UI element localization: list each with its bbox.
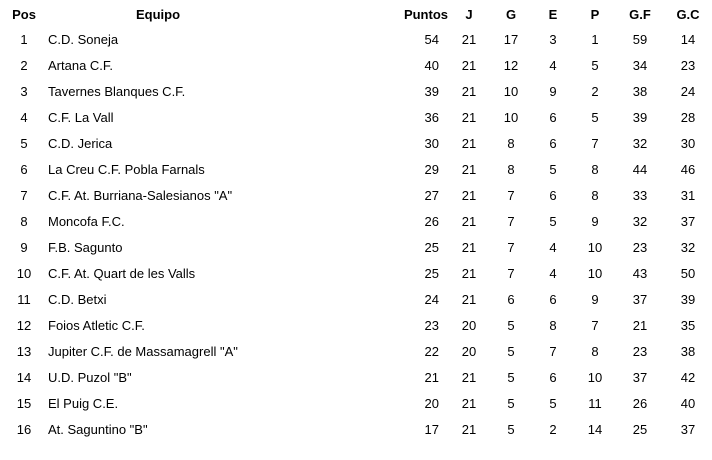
- cell-goals-against: 30: [680, 135, 696, 151]
- header-drawn: E: [548, 6, 558, 22]
- cell-goals-against: 50: [680, 265, 696, 281]
- cell-drawn: 4: [549, 265, 557, 281]
- header-row: [0, 2, 712, 26]
- cell-drawn: 6: [549, 135, 557, 151]
- header-pos: Pos: [12, 6, 36, 22]
- cell-goals-for: 26: [632, 395, 648, 411]
- cell-goals-against: 42: [680, 369, 696, 385]
- cell-lost: 7: [591, 317, 599, 333]
- table-row: [0, 78, 712, 104]
- cell-drawn: 6: [549, 369, 557, 385]
- cell-played: 21: [461, 161, 477, 177]
- cell-played: 21: [461, 187, 477, 203]
- cell-team: La Creu C.F. Pobla Farnals: [48, 161, 205, 177]
- cell-drawn: 6: [549, 187, 557, 203]
- cell-lost: 5: [591, 57, 599, 73]
- table-row: [0, 416, 712, 442]
- cell-team: C.D. Soneja: [48, 31, 119, 47]
- cell-goals-against: 46: [680, 161, 696, 177]
- cell-lost: 10: [587, 369, 603, 385]
- cell-lost: 10: [587, 265, 603, 281]
- cell-team: At. Saguntino "B": [48, 421, 148, 437]
- cell-goals-for: 37: [632, 291, 648, 307]
- cell-won: 7: [507, 239, 515, 255]
- table-row: [0, 130, 712, 156]
- cell-lost: 5: [591, 109, 599, 125]
- table-row: [0, 286, 712, 312]
- cell-won: 8: [507, 135, 515, 151]
- cell-won: 5: [507, 317, 515, 333]
- header-played: J: [465, 6, 473, 22]
- cell-points: 22: [424, 343, 439, 359]
- cell-points: 39: [424, 83, 439, 99]
- table-header: [0, 2, 712, 26]
- cell-points: 40: [424, 57, 439, 73]
- cell-team: C.D. Betxi: [48, 291, 107, 307]
- cell-goals-against: 24: [680, 83, 696, 99]
- cell-team: C.F. At. Burriana-Salesianos "A": [48, 187, 233, 203]
- cell-won: 12: [503, 57, 519, 73]
- cell-team: Moncofa F.C.: [48, 213, 125, 229]
- standings-table: [0, 2, 712, 442]
- cell-played: 21: [461, 135, 477, 151]
- cell-pos: 9: [20, 239, 28, 255]
- cell-lost: 9: [591, 213, 599, 229]
- cell-points: 30: [424, 135, 439, 151]
- cell-team: Jupiter C.F. de Massamagrell "A": [48, 343, 238, 359]
- cell-points: 21: [424, 369, 439, 385]
- cell-goals-for: 37: [632, 369, 648, 385]
- header-goals-for: G.F: [629, 6, 651, 22]
- header-team: Equipo: [136, 6, 181, 22]
- table-row: [0, 364, 712, 390]
- cell-pos: 13: [16, 343, 32, 359]
- cell-points: 29: [424, 161, 439, 177]
- cell-pos: 4: [20, 109, 28, 125]
- cell-won: 7: [507, 187, 515, 203]
- cell-team: C.F. La Vall: [48, 109, 114, 125]
- table-row: [0, 338, 712, 364]
- table-row: [0, 208, 712, 234]
- cell-goals-against: 32: [680, 239, 696, 255]
- cell-lost: 1: [591, 31, 599, 47]
- cell-drawn: 5: [549, 395, 557, 411]
- cell-goals-for: 33: [632, 187, 648, 203]
- table-row: [0, 104, 712, 130]
- cell-won: 5: [507, 369, 515, 385]
- cell-points: 20: [424, 395, 439, 411]
- cell-won: 5: [507, 395, 515, 411]
- cell-drawn: 4: [549, 57, 557, 73]
- cell-played: 21: [461, 291, 477, 307]
- cell-goals-against: 28: [680, 109, 696, 125]
- cell-goals-for: 39: [632, 109, 648, 125]
- table-row: [0, 234, 712, 260]
- cell-drawn: 7: [549, 343, 557, 359]
- cell-goals-for: 38: [632, 83, 648, 99]
- table-row: [0, 260, 712, 286]
- cell-lost: 11: [588, 395, 602, 411]
- cell-points: 24: [424, 291, 439, 307]
- cell-pos: 1: [20, 31, 28, 47]
- header-goals-against: G.C: [676, 6, 700, 22]
- cell-lost: 8: [591, 187, 599, 203]
- cell-played: 21: [461, 239, 477, 255]
- cell-goals-against: 38: [680, 343, 696, 359]
- cell-lost: 8: [591, 161, 599, 177]
- cell-goals-for: 32: [632, 135, 648, 151]
- cell-goals-against: 35: [680, 317, 696, 333]
- cell-lost: 8: [591, 343, 599, 359]
- cell-won: 6: [507, 291, 515, 307]
- cell-pos: 2: [20, 57, 28, 73]
- cell-goals-against: 37: [680, 213, 696, 229]
- cell-goals-for: 23: [632, 239, 648, 255]
- table-row: [0, 156, 712, 182]
- cell-won: 7: [507, 265, 515, 281]
- cell-pos: 14: [16, 369, 32, 385]
- cell-won: 7: [507, 213, 515, 229]
- table-row: [0, 52, 712, 78]
- cell-played: 21: [461, 57, 477, 73]
- cell-drawn: 5: [549, 213, 557, 229]
- cell-goals-for: 25: [632, 421, 648, 437]
- cell-won: 17: [503, 31, 519, 47]
- cell-drawn: 4: [549, 239, 557, 255]
- cell-played: 21: [461, 31, 477, 47]
- cell-played: 21: [461, 395, 477, 411]
- cell-pos: 12: [16, 317, 32, 333]
- cell-lost: 2: [591, 83, 599, 99]
- table-row: [0, 182, 712, 208]
- cell-lost: 10: [587, 239, 603, 255]
- cell-points: 23: [424, 317, 439, 333]
- cell-pos: 6: [20, 161, 28, 177]
- header-points: Puntos: [403, 6, 448, 22]
- cell-won: 8: [507, 161, 515, 177]
- cell-lost: 9: [591, 291, 599, 307]
- cell-played: 21: [461, 421, 477, 437]
- cell-points: 27: [424, 187, 439, 203]
- cell-drawn: 3: [549, 31, 557, 47]
- cell-goals-for: 44: [632, 161, 648, 177]
- cell-played: 21: [461, 213, 477, 229]
- cell-team: Artana C.F.: [48, 57, 114, 73]
- table-row: [0, 312, 712, 338]
- cell-points: 54: [424, 31, 439, 47]
- cell-goals-against: 31: [680, 187, 696, 203]
- cell-lost: 14: [587, 421, 603, 437]
- cell-played: 21: [461, 369, 477, 385]
- table-body: [0, 26, 712, 442]
- cell-goals-for: 34: [632, 57, 648, 73]
- cell-points: 25: [424, 239, 439, 255]
- cell-goals-for: 23: [632, 343, 648, 359]
- cell-pos: 5: [20, 135, 28, 151]
- cell-pos: 15: [16, 395, 32, 411]
- cell-points: 36: [424, 109, 439, 125]
- cell-lost: 7: [591, 135, 599, 151]
- cell-pos: 3: [20, 83, 28, 99]
- cell-goals-against: 23: [680, 57, 696, 73]
- cell-goals-against: 39: [680, 291, 696, 307]
- cell-played: 20: [461, 343, 477, 359]
- cell-drawn: 6: [549, 291, 557, 307]
- cell-team: C.D. Jerica: [48, 135, 113, 151]
- table-row: [0, 390, 712, 416]
- cell-played: 20: [461, 317, 477, 333]
- cell-goals-for: 21: [632, 317, 648, 333]
- table-row: [0, 26, 712, 52]
- cell-team: F.B. Sagunto: [48, 239, 123, 255]
- cell-points: 17: [424, 421, 439, 437]
- cell-team: Tavernes Blanques C.F.: [48, 83, 186, 99]
- cell-pos: 11: [17, 291, 31, 307]
- cell-goals-against: 40: [680, 395, 696, 411]
- cell-drawn: 5: [549, 161, 557, 177]
- cell-points: 26: [424, 213, 439, 229]
- cell-goals-for: 59: [632, 31, 648, 47]
- cell-pos: 16: [16, 421, 32, 437]
- cell-goals-for: 32: [632, 213, 648, 229]
- cell-pos: 7: [20, 187, 28, 203]
- cell-drawn: 8: [549, 317, 557, 333]
- cell-won: 10: [503, 83, 519, 99]
- cell-goals-against: 14: [680, 31, 696, 47]
- header-won: G: [505, 6, 517, 22]
- cell-team: Foios Atletic C.F.: [48, 317, 145, 333]
- cell-drawn: 9: [549, 83, 557, 99]
- cell-won: 5: [507, 343, 515, 359]
- header-lost: P: [590, 6, 600, 22]
- cell-drawn: 6: [549, 109, 557, 125]
- cell-won: 10: [503, 109, 519, 125]
- cell-goals-for: 43: [632, 265, 648, 281]
- cell-team: U.D. Puzol "B": [48, 369, 132, 385]
- cell-played: 21: [461, 83, 477, 99]
- cell-points: 25: [424, 265, 439, 281]
- cell-drawn: 2: [549, 421, 557, 437]
- cell-pos: 10: [16, 265, 32, 281]
- cell-played: 21: [461, 109, 477, 125]
- cell-played: 21: [461, 265, 477, 281]
- cell-goals-against: 37: [680, 421, 696, 437]
- cell-team: El Puig C.E.: [48, 395, 119, 411]
- cell-team: C.F. At. Quart de les Valls: [48, 265, 196, 281]
- cell-won: 5: [507, 421, 515, 437]
- cell-pos: 8: [20, 213, 28, 229]
